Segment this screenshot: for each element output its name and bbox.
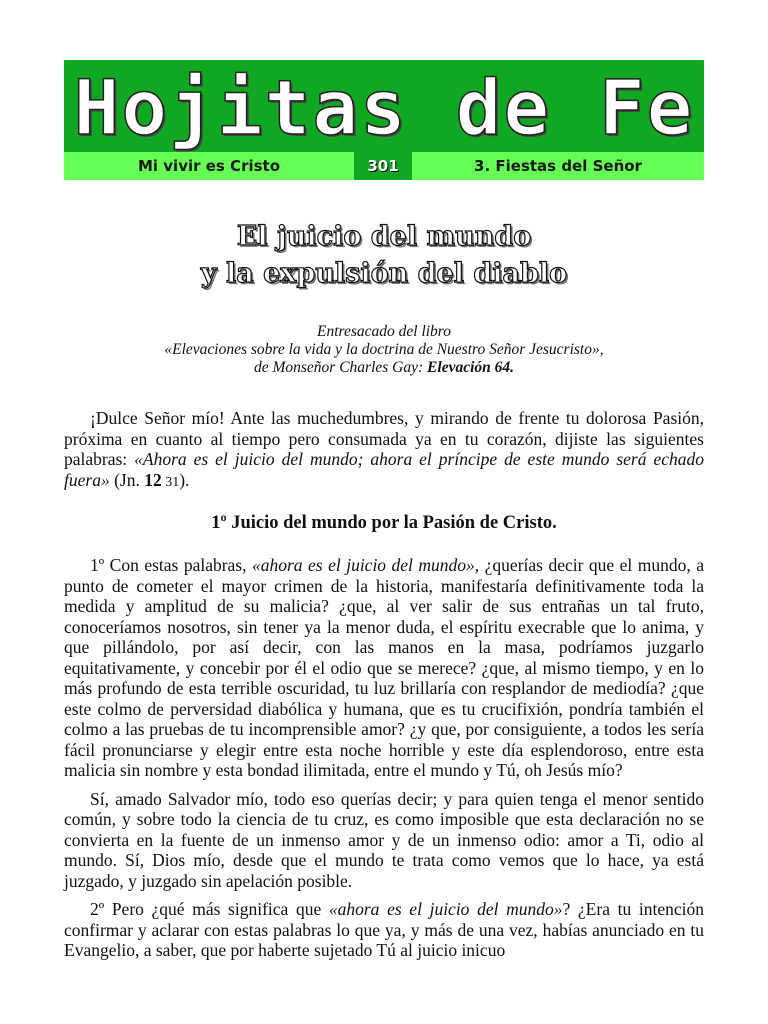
intro-ref: (Jn. [109,469,145,490]
intro-text: ¡Dulce Señor mío! Ante las muchedumbres, y mirando de frente tu dolorosa Pasión, próxima en cuanto al tiempo pero consumada ya en tu corazón, dijiste las siguientes palabras: [64,408,704,469]
source-line-1: Entresacado del libro [316,323,452,340]
intro-chapter: 12 [144,469,162,490]
section-body [64,555,704,969]
title-line-2: y la expulsión del diablo [200,258,568,289]
source-author: de Monseñor Charles Gay: [253,359,428,376]
issue-number: 301 [356,152,410,180]
section-heading: 1º Juicio del mundo por la Pasión de Cristo. [211,513,557,533]
banner-title: Hojitas de Fe [73,63,695,152]
banner-motto: Mi vivir es Cristo [64,152,354,180]
p1-text-a: 1º Con estas palabras, [90,555,252,575]
p3-text-a: 2º Pero ¿qué más significa que [90,899,329,919]
source-citation [64,323,704,377]
intro-paragraph [64,408,704,501]
source-line-3 [64,359,704,377]
title-line-1: El juicio del mundo [236,221,532,252]
intro-end: ). [179,469,190,490]
intro-quote: «Ahora es el juicio del mundo; ahora el príncipe de este mundo será echado fuera» [64,449,704,490]
paragraph-2: Sí, amado Salvador mío, todo eso querías decir; y para quien tenga el menor sentido común, y sobre todo la ciencia de tu cruz, es como imposible que esta declaración no se convierta en la fuente de un inmenso amor y de un inmenso odio: amor a Ti, odio al mundo. Sí, Dios mío, desde que el mundo te trata como vemos que lo hace, ya está juzgado, y juzgado sin apelación posible. [64,788,704,891]
paragraph-1 [64,555,704,781]
source-elevation: Elevación 64. [427,359,515,376]
intro-verse: 31 [161,474,180,490]
header-banner [64,60,704,180]
source-line-2: «Elevaciones sobre la vida y la doctrina de Nuestro Señor Jesucristo», [164,341,604,358]
p1-quote: «ahora es el juicio del mundo» [251,555,475,575]
paragraph-3 [64,899,704,961]
banner-section: 3. Fiestas del Señor [412,152,704,180]
p1-text-b: , ¿querías decir que el mundo, a punto de cometer el mayor crimen de la historia, manifestaría definitivamente toda la medida y amplitud de su malicia? ¿que, al ver salir de sus entrañas un tal fruto, conoceríamos nosotros, sin tener ya la menor duda, el espíritu execrable que lo anima, y que pillándolo, por así decir, con las manos en la masa, podríamos juzgarlo equitativamente, y concebir por él el odio que se merece? ¿que, al mismo tiempo, y en lo más profundo de esta terrible oscuridad, tu luz brillaría con resplandor de mediodía? ¿que este colmo de perversidad diabólica y humana, que es tu crucifixión, pondría también el colmo a las pruebas de tu incomprensible amor? ¿y que, por consiguiente, a todos les sería fácil pronunciarse y elegir entre esta noche horrible y este día esplendoroso, entre esta malicia sin nombre y esta bondad ilimitada, entre el mundo y Tú, oh Jesús mío? [64,555,704,780]
document-title [64,218,704,292]
p3-quote: «ahora es el juicio del mundo» [328,899,563,919]
p3-text-b: ? ¿Era tu intención confirmar y aclarar con estas palabras lo que ya, y más de una vez, habías anunciado en tu Evangelio, a saber, que por haberte sujetado Tú al juicio inicuo [64,899,704,960]
